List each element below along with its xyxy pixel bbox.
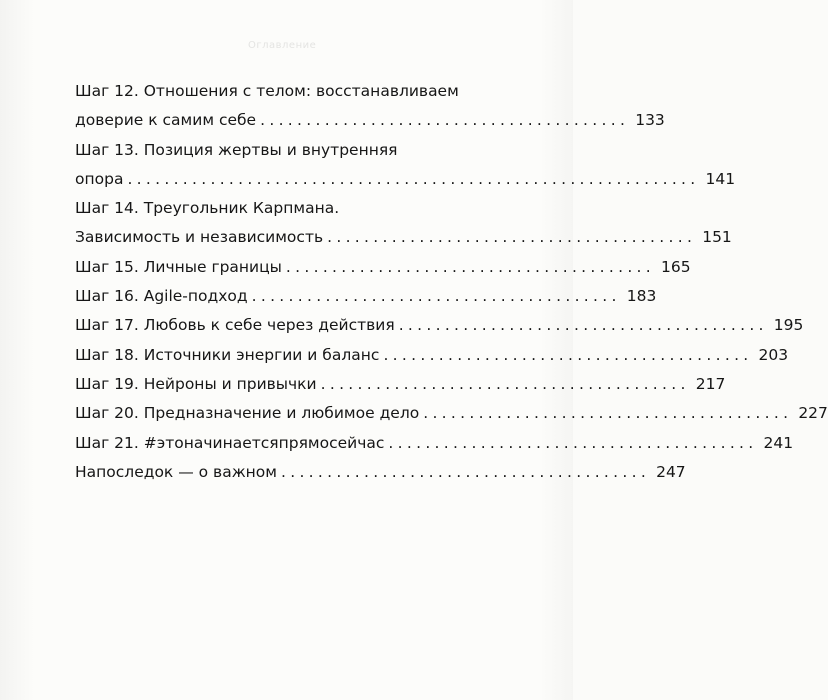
toc-line <box>75 165 736 194</box>
toc-page-number: 141 <box>705 169 736 188</box>
show-through-line <box>65 505 525 534</box>
toc-entry-title: Шаг 14. Треугольник Карпмана. <box>75 199 340 218</box>
toc-page-number: 165 <box>661 257 691 276</box>
toc-leader-dots: ........................................ <box>285 257 656 276</box>
show-through-line <box>65 534 525 563</box>
toc-page-number: 151 <box>702 228 732 247</box>
toc-entry-title: Шаг 16. Agile-подход <box>75 287 248 306</box>
show-through-line <box>65 562 525 591</box>
toc-leader-dots: ........................................ <box>251 287 621 306</box>
toc-leader-dots: ........................................ <box>320 374 690 393</box>
toc-line <box>75 399 828 428</box>
toc-line <box>75 106 665 135</box>
toc-page-number: 227 <box>798 404 828 423</box>
toc-line <box>75 136 527 165</box>
toc-page-number: 195 <box>773 316 804 335</box>
toc-entry-title: Шаг 13. Позиция жертвы и внутренняя <box>75 140 398 159</box>
toc-page-number: 217 <box>695 374 726 393</box>
toc-leader-dots: ........................................ <box>383 345 753 364</box>
toc-line <box>75 77 527 106</box>
toc-line <box>75 370 726 399</box>
toc-leader-dots: ........................................ <box>388 433 758 452</box>
toc-entry-title: Зависимость и независимость <box>75 228 324 247</box>
toc-leader-dots: ........................................ <box>280 462 651 481</box>
show-through-line <box>65 648 525 677</box>
toc-entry-title: Шаг 21. #этоначинаетсяпрямосейчас <box>75 433 385 452</box>
toc-page-number: 133 <box>635 111 665 130</box>
toc-leader-dots: ........................................ <box>398 316 768 335</box>
toc-line <box>75 223 732 252</box>
toc-entry-title: доверие к самим себе <box>75 111 257 130</box>
toc-page-number: 247 <box>656 462 686 481</box>
toc-leader-dots: ........................................ <box>260 111 630 130</box>
toc-entry-title: Шаг 12. Отношения с телом: восстанавливаем <box>75 82 459 100</box>
toc-entry-title: Шаг 19. Нейроны и привычки <box>75 374 317 393</box>
toc-line <box>75 194 527 223</box>
toc-line <box>75 253 691 282</box>
toc-entry-title: Напоследок — о важном <box>75 462 277 481</box>
toc-entry-title: Шаг 17. Любовь к себе через действия <box>75 316 395 335</box>
show-through-text <box>65 505 525 677</box>
toc-leader-dots: ........................................ <box>423 404 793 423</box>
toc-page-number: 203 <box>758 345 789 364</box>
show-through-line <box>65 591 525 620</box>
toc-page-number: 241 <box>763 433 794 452</box>
toc-entry-title: Шаг 18. Источники энергии и баланс <box>75 345 380 364</box>
toc-entry-title: Шаг 15. Личные границы <box>75 257 282 276</box>
table-of-contents <box>75 77 828 487</box>
toc-line <box>75 429 794 458</box>
toc-entry-title: Шаг 20. Предназначение и любимое дело <box>75 404 420 423</box>
running-header: Оглавление <box>248 40 317 51</box>
toc-line <box>75 341 789 370</box>
toc-line <box>75 282 657 311</box>
toc-leader-dots: ........................................ <box>327 228 697 247</box>
show-through-line <box>65 619 525 648</box>
toc-page-number: 183 <box>626 287 657 306</box>
toc-line <box>75 311 804 340</box>
toc-entry-title: опора <box>75 169 124 188</box>
toc-leader-dots: .............................................................. <box>127 169 700 188</box>
toc-line <box>75 458 686 487</box>
